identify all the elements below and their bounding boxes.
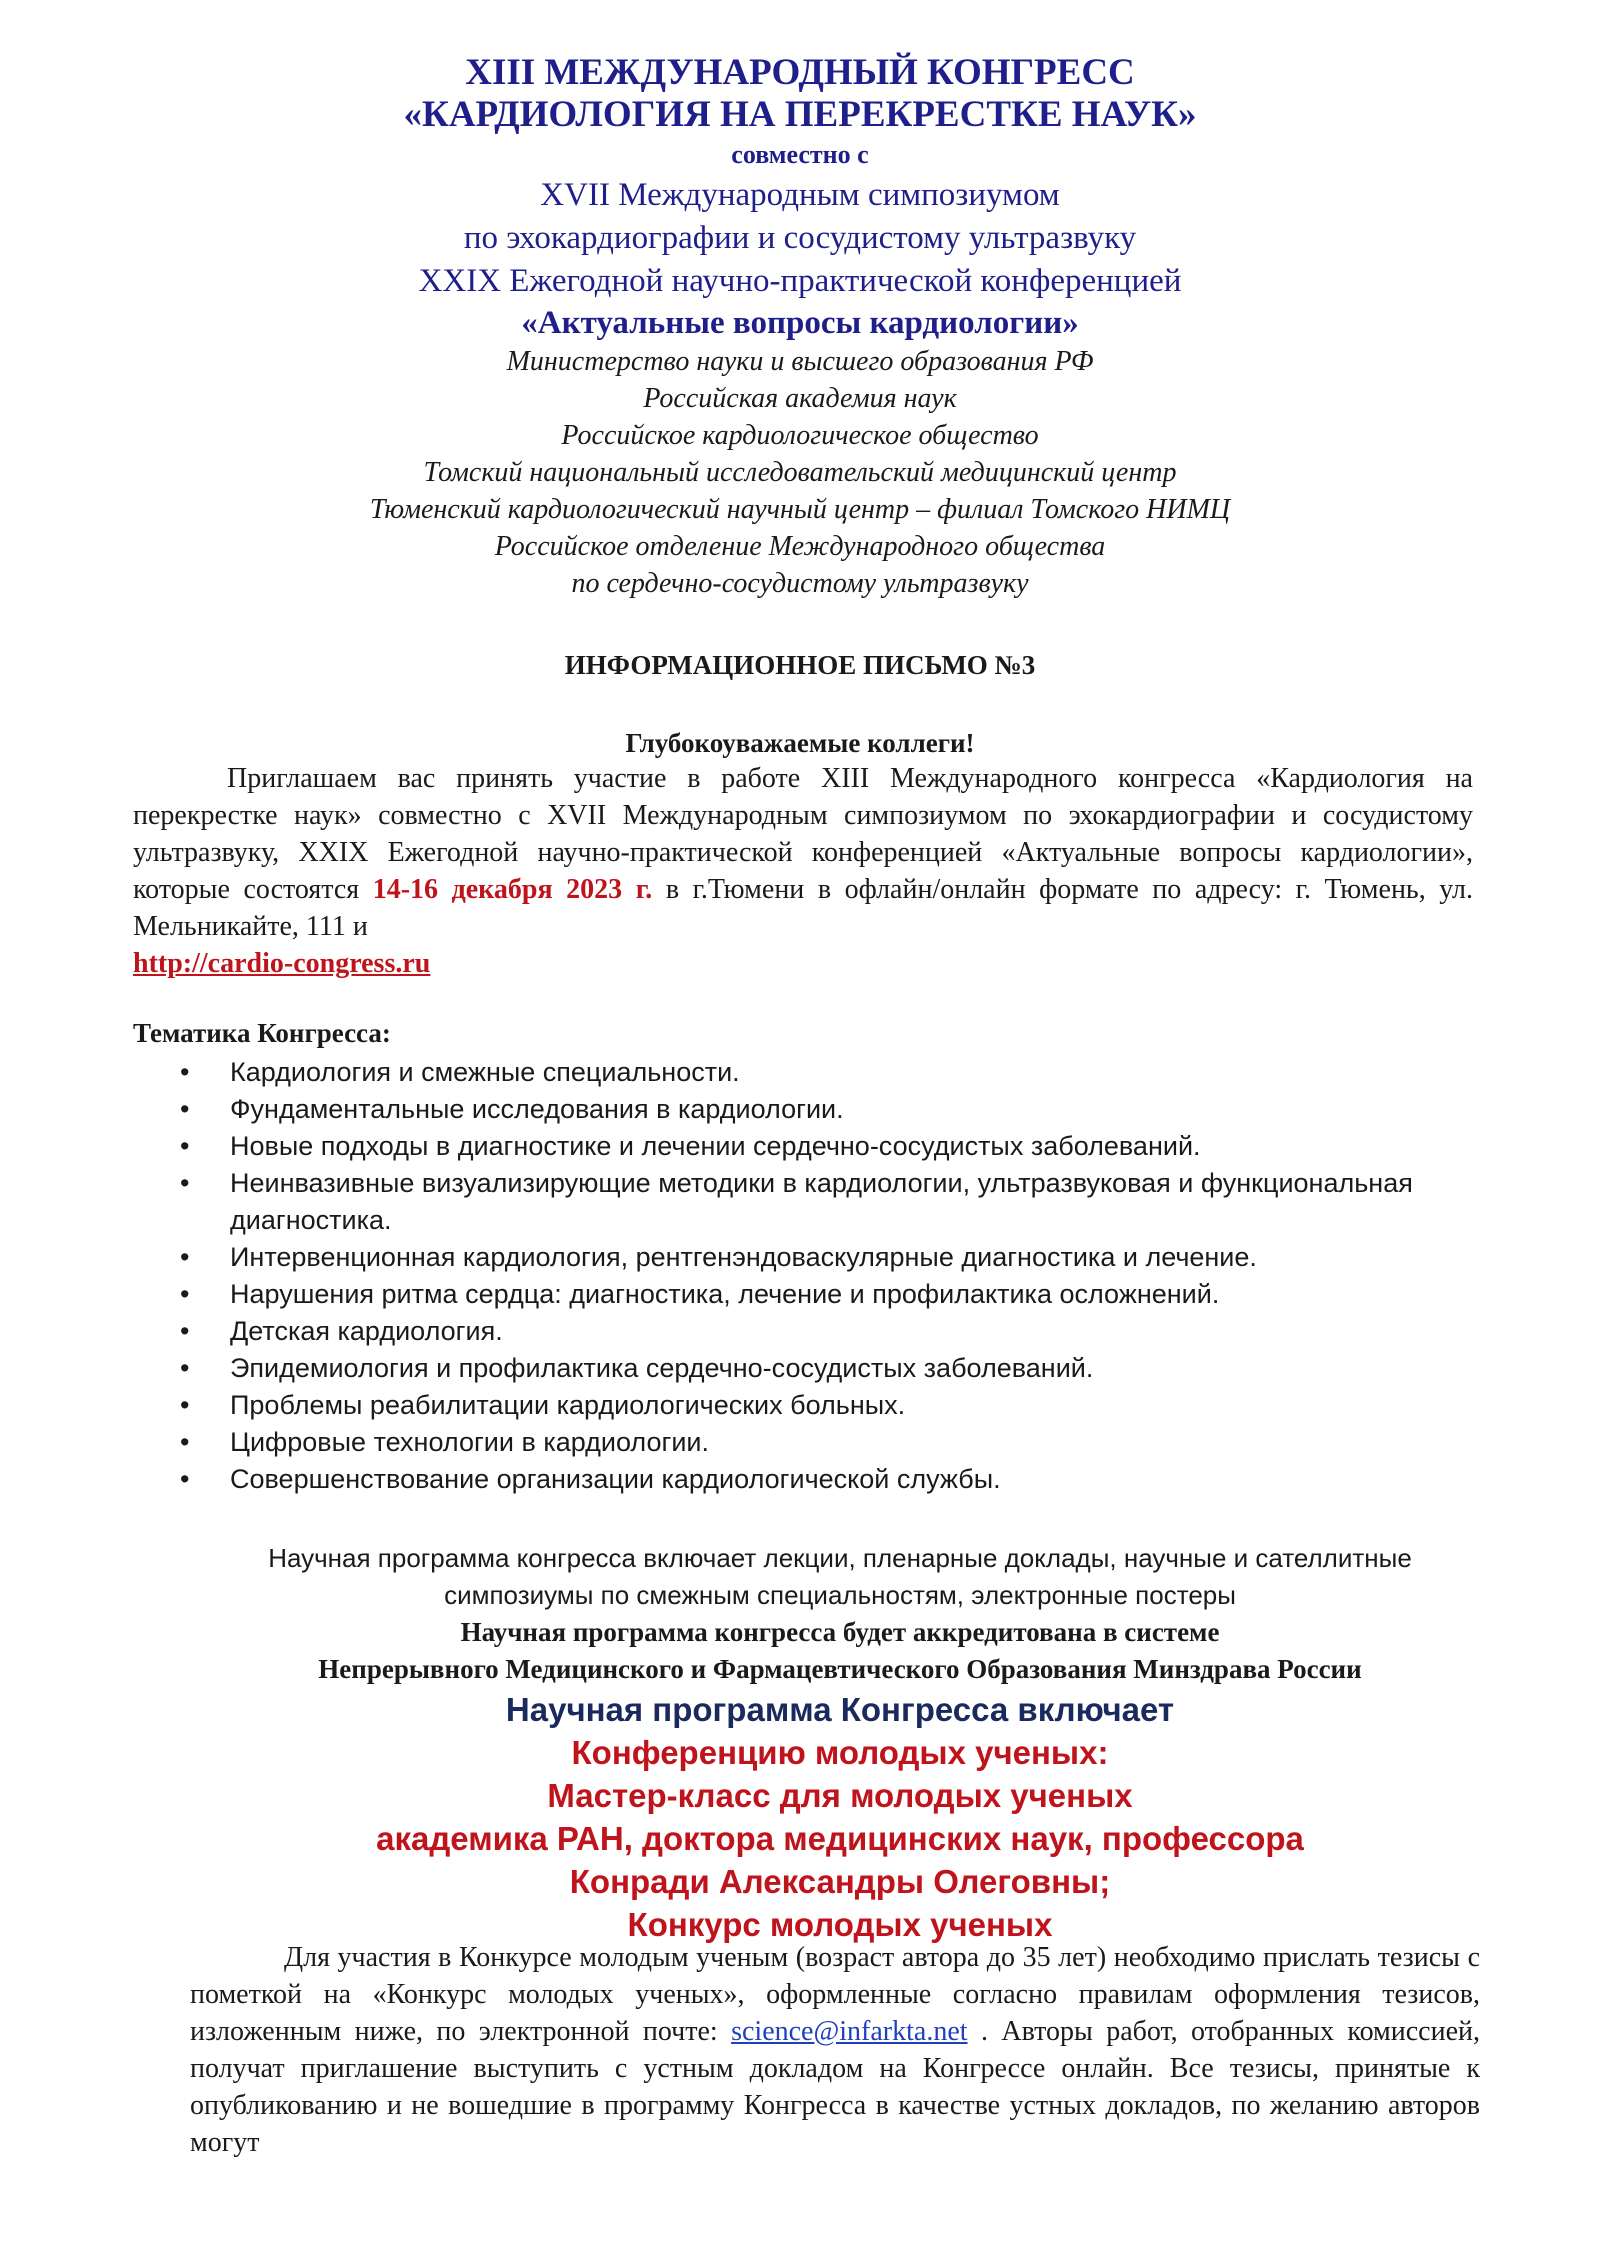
accreditation-line: Научная программа конгресса будет аккредитована в системе <box>460 1617 1220 1647</box>
email-link[interactable]: science@infarkta.net <box>731 2016 968 2047</box>
list-item: • Интервенционная кардиология, рентгенэндоваскулярные диагностика и лечение. <box>180 1239 1470 1276</box>
organizer-line: Российское кардиологическое общество <box>561 420 1039 451</box>
program-description: Научная программа конгресса включает лекции, пленарные доклады, научные и сателлитные <box>268 1543 1412 1573</box>
bullet-icon: • <box>180 1316 190 1346</box>
organizer-line: Тюменский кардиологический научный центр – филиал Томского НИМЦ <box>369 494 1231 525</box>
organizer-line: Министерство науки и высшего образования РФ <box>506 346 1094 377</box>
list-item: • Проблемы реабилитации кардиологических больных. <box>180 1387 1470 1424</box>
intro-paragraph <box>133 760 1473 982</box>
list-item: • Новые подходы в диагностике и лечении сердечно-сосудистых заболеваний. <box>180 1128 1470 1165</box>
organizer-line: Российское отделение Международного общества <box>494 531 1106 562</box>
symposium-topic-line: по эхокардиографии и сосудистому ультразвуку <box>463 220 1137 256</box>
intro-text: Приглашаем вас принять участие в работе XIII Международного конгресса «Кардиология на перекрестке наук» совместно с XVII Международным симпозиумом по эхокардиографии и сосудистому ультразвуку, XXIX Ежегодной научно-практической конференцией «Актуальные вопросы кардиологии», которые состоятся <box>133 763 1473 905</box>
list-item: • Нарушения ритма сердца: диагностика, лечение и профилактика осложнений. <box>180 1276 1470 1313</box>
bullet-icon: • <box>180 1057 190 1087</box>
young-scientists-conference: Конференцию молодых ученых: <box>571 1734 1109 1771</box>
list-item: • Кардиология и смежные специальности. <box>180 1054 1470 1091</box>
symposium-line: XVII Международным симпозиумом <box>540 177 1060 213</box>
bullet-icon: • <box>180 1353 190 1383</box>
program-includes-heading: Научная программа Конгресса включает <box>505 1691 1175 1728</box>
congress-subtitle: «КАРДИОЛОГИЯ НА ПЕРЕКРЕСТКЕ НАУК» <box>403 94 1197 135</box>
organizer-line: по сердечно-сосудистому ультразвуку <box>571 568 1029 599</box>
bullet-icon: • <box>180 1131 190 1161</box>
conference-line: XXIX Ежегодной научно-практической конференцией <box>418 263 1182 299</box>
topics-title: Тематика Конгресса: <box>133 1018 391 1048</box>
congress-title: XIII МЕЖДУНАРОДНЫЙ КОНГРЕСС <box>465 52 1135 93</box>
accreditation-line-cont: Непрерывного Медицинского и Фармацевтического Образования Минздрава России <box>318 1654 1362 1684</box>
conference-title: «Актуальные вопросы кардиологии» <box>521 305 1079 341</box>
bullet-icon: • <box>180 1279 190 1309</box>
list-item: • Фундаментальные исследования в кардиологии. <box>180 1091 1470 1128</box>
topics-list <box>180 1054 1470 1498</box>
event-date: 14-16 декабря 2023 г. <box>372 874 653 905</box>
bullet-icon: • <box>180 1242 190 1272</box>
intro-text-cont: в г.Тюмени в офлайн/онлайн формате по адресу: г. Тюмень, ул. Мельникайте, 111 и <box>133 874 1473 942</box>
contest-text-cont: . Авторы работ, отобранных комиссией, получат приглашение выступить с устным докладом на Конгрессе онлайн. Все тезисы, принятые к опубликованию и не вошедшие в программу Конгресса в качестве устных докладов, по желанию авторов могут <box>190 2016 1481 2158</box>
list-item: • Эпидемиология и профилактика сердечно-сосудистых заболеваний. <box>180 1350 1470 1387</box>
program-description-cont: симпозиумы по смежным специальностям, электронные постеры <box>444 1580 1236 1610</box>
bullet-icon: • <box>180 1464 190 1494</box>
bullet-icon: • <box>180 1168 190 1198</box>
master-class-host-title: академика РАН, доктора медицинских наук, профессора <box>376 1820 1304 1857</box>
program-section <box>180 1540 1500 1946</box>
list-item: • Детская кардиология. <box>180 1313 1470 1350</box>
letter-title: ИНФОРМАЦИОННОЕ ПИСЬМО №3 <box>564 650 1036 680</box>
organizer-line: Российская академия наук <box>643 383 957 414</box>
bullet-icon: • <box>180 1390 190 1420</box>
list-item: • Цифровые технологии в кардиологии. <box>180 1424 1470 1461</box>
bullet-icon: • <box>180 1094 190 1124</box>
list-item: • Неинвазивные визуализирующие методики в кардиологии, ультразвуковая и функциональная диагностика. <box>180 1165 1470 1239</box>
young-scientists-contest: Конкурс молодых ученых <box>627 1906 1053 1943</box>
list-item: • Совершенствование организации кардиологической службы. <box>180 1461 1470 1498</box>
bullet-icon: • <box>180 1427 190 1457</box>
master-class-title: Мастер-класс для молодых ученых <box>547 1777 1133 1814</box>
greeting: Глубокоуважаемые коллеги! <box>625 728 975 758</box>
master-class-host-name: Конради Александры Олеговны; <box>569 1863 1111 1900</box>
jointly-with: совместно с <box>731 140 869 169</box>
congress-header <box>0 52 1600 602</box>
website-link[interactable]: http://cardio-congress.ru <box>133 948 431 979</box>
contest-paragraph <box>190 1939 1480 2161</box>
contest-text: Для участия в Конкурсе молодым ученым (возраст автора до 35 лет) необходимо прислать тезисы с пометкой на «Конкурс молодых ученых», оформленные согласно правилам оформления тезисов, изложенным ниже, по электронной почте: <box>190 1942 1480 2047</box>
organizer-line: Томский национальный исследовательский медицинский центр <box>423 457 1177 488</box>
